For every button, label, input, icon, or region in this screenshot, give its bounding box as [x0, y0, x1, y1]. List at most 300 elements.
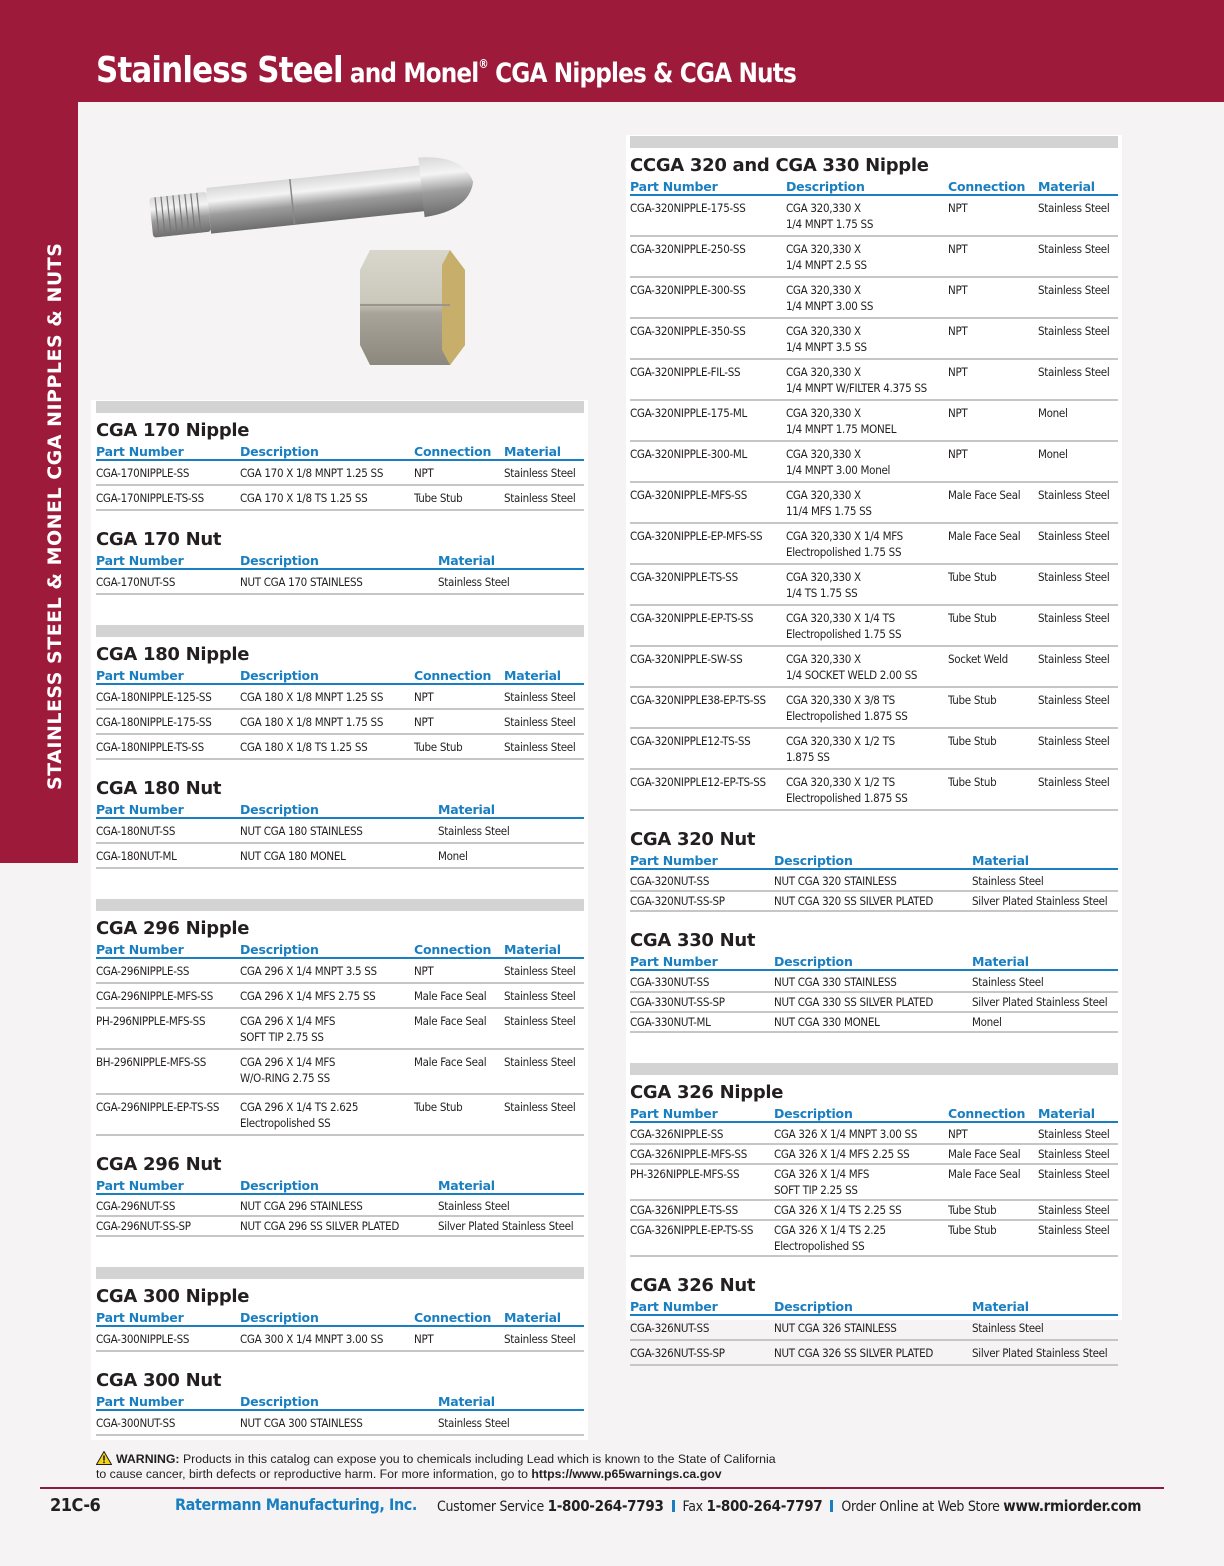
header-material: Material [438, 1176, 584, 1194]
header-part-number: Part Number [96, 800, 240, 818]
header-description: Description [240, 666, 414, 684]
description: NUT CGA 330 STAINLESS [774, 970, 972, 992]
connection: Male Face Seal [948, 1144, 1038, 1164]
connection: NPT [948, 318, 1038, 359]
material: Monel [1038, 441, 1118, 482]
part-number: CGA-170NIPPLE-SS [96, 460, 240, 485]
material: Stainless Steel [1038, 523, 1118, 564]
header-material: Material [1038, 177, 1118, 195]
customer-service-phone[interactable]: 1-800-264-7793 [547, 1497, 664, 1515]
connection: Tube Stub [948, 1220, 1038, 1256]
parts-table [630, 1297, 1118, 1366]
description: CGA 180 X 1/8 MNPT 1.25 SS [240, 684, 414, 709]
material: Stainless Steel [1038, 482, 1118, 523]
fax-phone: 1-800-264-7797 [706, 1497, 823, 1515]
header-description: Description [240, 940, 414, 958]
header-connection: Connection [948, 177, 1038, 195]
parts-table [96, 442, 584, 511]
warning-text-2: to cause cancer, birth defects or reproductive harm. For more information, go to [96, 1467, 532, 1481]
page-footer [50, 1495, 1170, 1519]
table-row [630, 769, 1118, 810]
material: Stainless Steel [1038, 195, 1118, 236]
parts-table [96, 940, 584, 1136]
description: NUT CGA 300 STAINLESS [240, 1410, 438, 1435]
part-number: CGA-296NIPPLE-MFS-SS [96, 983, 240, 1008]
description: NUT CGA 326 SS SILVER PLATED [774, 1340, 972, 1365]
header-material: Material [972, 1297, 1118, 1315]
header-description: Description [774, 1104, 948, 1122]
header-part-number: Part Number [96, 442, 240, 460]
part-number: CGA-320NIPPLE-EP-MFS-SS [630, 523, 786, 564]
table-row [630, 1315, 1118, 1340]
material: Stainless Steel [1038, 769, 1118, 810]
section-title: CGA 300 Nipple [96, 1286, 250, 1307]
table-row [96, 485, 584, 510]
right-column [630, 136, 1118, 1366]
header-part-number: Part Number [630, 177, 786, 195]
part-number: CGA-170NIPPLE-TS-SS [96, 485, 240, 510]
description: CGA 180 X 1/8 TS 1.25 SS [240, 734, 414, 759]
product-photos [120, 120, 500, 380]
header-material: Material [504, 1308, 584, 1326]
header-material: Material [504, 442, 584, 460]
section-cga-326-nut [630, 1275, 1118, 1366]
section-cga-320-330-nipple [630, 155, 1118, 811]
section-cga-180-nipple [96, 644, 584, 760]
connection: Tube Stub [414, 485, 504, 510]
parts-table [96, 800, 584, 869]
material: Stainless Steel [504, 1326, 584, 1351]
table-row [96, 569, 584, 594]
part-number: CGA-320NIPPLE12-TS-SS [630, 728, 786, 769]
table-header-row [96, 800, 584, 818]
part-number: CGA-330NUT-SS-SP [630, 992, 774, 1012]
material: Silver Plated Stainless Steel [972, 992, 1118, 1012]
part-number: CGA-320NIPPLE-300-SS [630, 277, 786, 318]
part-number: CGA-180NIPPLE-TS-SS [96, 734, 240, 759]
connection: NPT [948, 195, 1038, 236]
connection: Male Face Seal [414, 983, 504, 1008]
part-number: CGA-320NUT-SS-SP [630, 891, 774, 911]
section-divider-bar [96, 1267, 584, 1279]
description: CGA 170 X 1/8 MNPT 1.25 SS [240, 460, 414, 485]
registered-mark: ® [478, 57, 488, 71]
header-part-number: Part Number [630, 1104, 774, 1122]
connection: Male Face Seal [948, 523, 1038, 564]
part-number: CGA-320NIPPLE-FIL-SS [630, 359, 786, 400]
table-header-row [96, 551, 584, 569]
header-description: Description [786, 177, 948, 195]
header-material: Material [438, 800, 584, 818]
description: CGA 320,330 X 1/2 TS Electropolished 1.875 SS [786, 769, 948, 810]
connection: Tube Stub [948, 769, 1038, 810]
part-number: CGA-180NUT-SS [96, 818, 240, 843]
section-cga-180-nut [96, 778, 584, 869]
material: Stainless Steel [972, 1315, 1118, 1340]
parts-table [96, 1392, 584, 1436]
section-title: CGA 296 Nipple [96, 918, 250, 939]
warning-label: WARNING: [116, 1452, 180, 1466]
material: Stainless Steel [504, 684, 584, 709]
table-row [96, 734, 584, 759]
description: CGA 320,330 X 1/4 MNPT 3.00 Monel [786, 441, 948, 482]
header-connection: Connection [948, 1104, 1038, 1122]
header-material: Material [504, 940, 584, 958]
table-row [630, 891, 1118, 911]
table-row [96, 983, 584, 1008]
table-row [630, 1164, 1118, 1200]
order-label: Order Online at Web Store [841, 1499, 1004, 1515]
description: CGA 320,330 X 1/4 TS Electropolished 1.75 SS [786, 605, 948, 646]
part-number: CGA-296NUT-SS [96, 1194, 240, 1216]
part-number: CGA-320NIPPLE-EP-TS-SS [630, 605, 786, 646]
part-number: CGA-296NIPPLE-SS [96, 958, 240, 983]
parts-table [96, 1308, 584, 1352]
website-link[interactable]: www.rmiorder.com [1003, 1497, 1142, 1515]
material: Stainless Steel [1038, 1122, 1118, 1144]
section-cga-300-nut [96, 1370, 584, 1436]
part-number: CGA-320NIPPLE-250-SS [630, 236, 786, 277]
table-row [96, 1216, 584, 1236]
header-description: Description [240, 551, 438, 569]
material: Stainless Steel [504, 734, 584, 759]
header-description: Description [240, 442, 414, 460]
section-divider-bar [630, 136, 1118, 148]
part-number: CGA-320NIPPLE-175-SS [630, 195, 786, 236]
table-row [630, 1220, 1118, 1256]
header-part-number: Part Number [96, 666, 240, 684]
description: CGA 170 X 1/8 TS 1.25 SS [240, 485, 414, 510]
parts-table [630, 952, 1118, 1033]
table-row [96, 1094, 584, 1135]
table-row [630, 564, 1118, 605]
table-header-row [630, 1297, 1118, 1315]
description: CGA 326 X 1/4 TS 2.25 SS [774, 1200, 948, 1220]
table-row [630, 318, 1118, 359]
description: CGA 296 X 1/4 MNPT 3.5 SS [240, 958, 414, 983]
connection: Tube Stub [948, 687, 1038, 728]
description: NUT CGA 320 SS SILVER PLATED [774, 891, 972, 911]
part-number: CGA-320NIPPLE-SW-SS [630, 646, 786, 687]
header-connection: Connection [414, 1308, 504, 1326]
material: Stainless Steel [1038, 564, 1118, 605]
description: NUT CGA 180 STAINLESS [240, 818, 438, 843]
part-number: CGA-330NUT-SS [630, 970, 774, 992]
material: Stainless Steel [1038, 1200, 1118, 1220]
warning-url-link[interactable]: https://www.p65warnings.ca.gov [531, 1467, 722, 1481]
connection: NPT [414, 958, 504, 983]
connection: Tube Stub [948, 728, 1038, 769]
table-row [630, 1144, 1118, 1164]
header-material: Material [504, 666, 584, 684]
parts-table [630, 851, 1118, 912]
description: CGA 320,330 X 1/4 MNPT 3.00 SS [786, 277, 948, 318]
part-number: CGA-320NIPPLE-300-ML [630, 441, 786, 482]
description: CGA 320,330 X 1/4 SOCKET WELD 2.00 SS [786, 646, 948, 687]
connection: Tube Stub [948, 1200, 1038, 1220]
table-row [96, 1410, 584, 1435]
table-row [630, 687, 1118, 728]
table-row [96, 1194, 584, 1216]
parts-table [96, 551, 584, 595]
material: Silver Plated Stainless Steel [972, 1340, 1118, 1365]
description: CGA 320,330 X 1/4 MNPT 2.5 SS [786, 236, 948, 277]
part-number: CGA-180NIPPLE-175-SS [96, 709, 240, 734]
table-row [96, 958, 584, 983]
material: Stainless Steel [504, 709, 584, 734]
part-number: CGA-326NIPPLE-MFS-SS [630, 1144, 774, 1164]
table-header-row [96, 1392, 584, 1410]
header-description: Description [240, 800, 438, 818]
header-part-number: Part Number [96, 1392, 240, 1410]
table-header-row [96, 1176, 584, 1194]
description: CGA 300 X 1/4 MNPT 3.00 SS [240, 1326, 414, 1351]
section-cga-326-nipple [630, 1082, 1118, 1257]
separator-bar [672, 1500, 675, 1512]
title-monel: and Monel [342, 58, 479, 89]
section-title: CGA 170 Nipple [96, 420, 250, 441]
header-description: Description [240, 1392, 438, 1410]
header-part-number: Part Number [96, 1176, 240, 1194]
part-number: CGA-326NIPPLE-TS-SS [630, 1200, 774, 1220]
description: CGA 320,330 X 11/4 MFS 1.75 SS [786, 482, 948, 523]
part-number: CGA-320NIPPLE-350-SS [630, 318, 786, 359]
connection: NPT [948, 277, 1038, 318]
side-tab-label: STAINLESS STEEL & MONEL CGA NIPPLES & NUTS [44, 242, 66, 790]
section-title: CGA 296 Nut [96, 1154, 222, 1175]
section-cga-296-nipple [96, 918, 584, 1136]
part-number: CGA-326NIPPLE-EP-TS-SS [630, 1220, 774, 1256]
description: CGA 296 X 1/4 TS 2.625 Electropolished SS [240, 1094, 414, 1135]
warning-text-1: Products in this catalog can expose you to chemicals including Lead which is known to the State of California [179, 1452, 776, 1466]
header-connection: Connection [414, 940, 504, 958]
description: CGA 326 X 1/4 MFS SOFT TIP 2.25 SS [774, 1164, 948, 1200]
description: NUT CGA 326 STAINLESS [774, 1315, 972, 1340]
section-divider-bar [630, 1063, 1118, 1075]
title-stainless-steel: Stainless Steel [96, 50, 343, 91]
header-description: Description [240, 1308, 414, 1326]
section-title: CGA 326 Nut [630, 1275, 756, 1296]
parts-table [96, 1176, 584, 1237]
part-number: CGA-300NIPPLE-SS [96, 1326, 240, 1351]
part-number: CGA-326NUT-SS [630, 1315, 774, 1340]
connection: NPT [414, 460, 504, 485]
part-number: CGA-180NIPPLE-125-SS [96, 684, 240, 709]
header-description: Description [240, 1176, 438, 1194]
header-material: Material [438, 551, 584, 569]
part-number: PH-296NIPPLE-MFS-SS [96, 1008, 240, 1049]
header-part-number: Part Number [630, 1297, 774, 1315]
description: CGA 296 X 1/4 MFS SOFT TIP 2.75 SS [240, 1008, 414, 1049]
left-column [96, 401, 584, 1436]
connection: NPT [948, 359, 1038, 400]
description: NUT CGA 296 SS SILVER PLATED [240, 1216, 438, 1236]
table-row [630, 195, 1118, 236]
connection: NPT [948, 236, 1038, 277]
description: NUT CGA 170 STAINLESS [240, 569, 438, 594]
part-number: CGA-326NIPPLE-SS [630, 1122, 774, 1144]
table-row [630, 646, 1118, 687]
section-cga-170-nipple [96, 420, 584, 511]
part-number: CGA-320NIPPLE12-EP-TS-SS [630, 769, 786, 810]
connection: NPT [414, 684, 504, 709]
table-row [630, 523, 1118, 564]
material: Stainless Steel [1038, 318, 1118, 359]
connection: Tube Stub [414, 734, 504, 759]
description: NUT CGA 296 STAINLESS [240, 1194, 438, 1216]
description: CGA 320,330 X 1/4 TS 1.75 SS [786, 564, 948, 605]
header-material: Material [972, 851, 1118, 869]
description: CGA 320,330 X 1/2 TS 1.875 SS [786, 728, 948, 769]
page-header [0, 0, 1224, 102]
part-number: CGA-296NUT-SS-SP [96, 1216, 240, 1236]
side-band [0, 102, 78, 863]
section-divider-bar [96, 401, 584, 413]
material: Stainless Steel [1038, 1164, 1118, 1200]
part-number: BH-296NIPPLE-MFS-SS [96, 1049, 240, 1094]
table-row [630, 728, 1118, 769]
part-number: CGA-320NIPPLE-TS-SS [630, 564, 786, 605]
table-header-row [96, 1308, 584, 1326]
material: Silver Plated Stainless Steel [972, 891, 1118, 911]
connection: Male Face Seal [414, 1049, 504, 1094]
material: Stainless Steel [438, 569, 584, 594]
table-row [96, 1049, 584, 1094]
part-number: CGA-300NUT-SS [96, 1410, 240, 1435]
part-number: CGA-170NUT-SS [96, 569, 240, 594]
description: CGA 320,330 X 1/4 MNPT W/FILTER 4.375 SS [786, 359, 948, 400]
section-cga-300-nipple [96, 1286, 584, 1352]
header-part-number: Part Number [96, 551, 240, 569]
description: CGA 320,330 X 1/4 MNPT 1.75 SS [786, 195, 948, 236]
connection: NPT [948, 1122, 1038, 1144]
header-material: Material [1038, 1104, 1118, 1122]
connection: NPT [948, 400, 1038, 441]
material: Stainless Steel [438, 1410, 584, 1435]
section-title: CGA 320 Nut [630, 829, 756, 850]
section-title: CGA 180 Nipple [96, 644, 250, 665]
parts-table [630, 177, 1118, 811]
header-part-number: Part Number [630, 851, 774, 869]
material: Stainless Steel [1038, 1220, 1118, 1256]
part-number: CGA-330NUT-ML [630, 1012, 774, 1032]
material: Stainless Steel [1038, 236, 1118, 277]
table-row [630, 1340, 1118, 1365]
description: CGA 320,330 X 1/4 MNPT 1.75 MONEL [786, 400, 948, 441]
table-row [96, 1008, 584, 1049]
part-number: CGA-296NIPPLE-EP-TS-SS [96, 1094, 240, 1135]
table-row [630, 970, 1118, 992]
section-cga-296-nut [96, 1154, 584, 1237]
material: Stainless Steel [504, 460, 584, 485]
header-description: Description [774, 952, 972, 970]
description: CGA 326 X 1/4 MNPT 3.00 SS [774, 1122, 948, 1144]
nipple-and-nut-image [120, 120, 500, 380]
header-connection: Connection [414, 442, 504, 460]
material: Stainless Steel [1038, 646, 1118, 687]
description: CGA 320,330 X 3/8 TS Electropolished 1.875 SS [786, 687, 948, 728]
material: Stainless Steel [504, 958, 584, 983]
description: CGA 326 X 1/4 TS 2.25 Electropolished SS [774, 1220, 948, 1256]
table-row [630, 869, 1118, 891]
description: CGA 320,330 X 1/4 MNPT 3.5 SS [786, 318, 948, 359]
warning-triangle-icon [96, 1451, 112, 1465]
header-connection: Connection [414, 666, 504, 684]
title-rest: CGA Nipples & CGA Nuts [487, 58, 796, 89]
material: Stainless Steel [1038, 687, 1118, 728]
material: Stainless Steel [1038, 359, 1118, 400]
part-number: PH-326NIPPLE-MFS-SS [630, 1164, 774, 1200]
table-header-row [630, 1104, 1118, 1122]
customer-service-label: Customer Service [437, 1499, 548, 1515]
contact-info [437, 1497, 1141, 1515]
separator-bar [830, 1500, 833, 1512]
part-number: CGA-320NIPPLE-175-ML [630, 400, 786, 441]
table-header-row [96, 940, 584, 958]
description: CGA 320,330 X 1/4 MFS Electropolished 1.75 SS [786, 523, 948, 564]
table-row [96, 818, 584, 843]
material: Monel [972, 1012, 1118, 1032]
description: CGA 296 X 1/4 MFS 2.75 SS [240, 983, 414, 1008]
section-cga-170-nut [96, 529, 584, 595]
section-cga-330-nut [630, 930, 1118, 1033]
connection: Tube Stub [414, 1094, 504, 1135]
table-row [630, 236, 1118, 277]
table-row [630, 1012, 1118, 1032]
material: Stainless Steel [1038, 1144, 1118, 1164]
table-row [630, 1200, 1118, 1220]
description: CGA 180 X 1/8 MNPT 1.75 SS [240, 709, 414, 734]
material: Monel [1038, 400, 1118, 441]
description: CGA 326 X 1/4 MFS 2.25 SS [774, 1144, 948, 1164]
table-header-row [630, 851, 1118, 869]
material: Silver Plated Stainless Steel [438, 1216, 584, 1236]
connection: Male Face Seal [948, 1164, 1038, 1200]
table-row [96, 709, 584, 734]
part-number: CGA-326NUT-SS-SP [630, 1340, 774, 1365]
connection: Male Face Seal [414, 1008, 504, 1049]
table-row [630, 482, 1118, 523]
connection: Tube Stub [948, 564, 1038, 605]
connection: Tube Stub [948, 605, 1038, 646]
parts-table [96, 666, 584, 760]
section-cga-320-nut [630, 829, 1118, 912]
material: Stainless Steel [504, 1094, 584, 1135]
section-title: CGA 326 Nipple [630, 1082, 784, 1103]
table-row [96, 843, 584, 868]
table-row [630, 400, 1118, 441]
header-part-number: Part Number [96, 1308, 240, 1326]
material: Stainless Steel [1038, 277, 1118, 318]
description: NUT CGA 330 SS SILVER PLATED [774, 992, 972, 1012]
description: NUT CGA 330 MONEL [774, 1012, 972, 1032]
section-title: CGA 180 Nut [96, 778, 222, 799]
section-title: CCGA 320 and CGA 330 Nipple [630, 155, 929, 176]
material: Monel [438, 843, 584, 868]
prop65-warning [96, 1451, 776, 1482]
description: NUT CGA 180 MONEL [240, 843, 438, 868]
part-number: CGA-320NUT-SS [630, 869, 774, 891]
table-header-row [96, 442, 584, 460]
table-header-row [630, 177, 1118, 195]
header-part-number: Part Number [96, 940, 240, 958]
material: Stainless Steel [972, 970, 1118, 992]
section-divider-bar [96, 899, 584, 911]
header-part-number: Part Number [630, 952, 774, 970]
material: Stainless Steel [972, 869, 1118, 891]
material: Stainless Steel [504, 1008, 584, 1049]
table-row [630, 605, 1118, 646]
